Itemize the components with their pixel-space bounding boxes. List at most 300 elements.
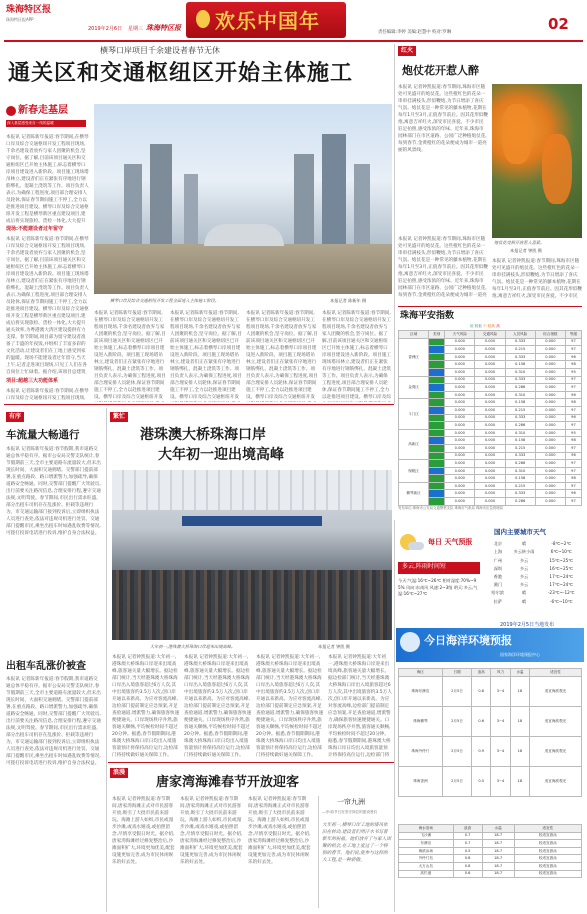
city-cell: 多云 (519, 574, 529, 579)
article3-headline-1: 港珠澳大桥珠海口岸 (140, 427, 266, 443)
table-cell: 0.333 (505, 490, 535, 498)
poem-box (318, 796, 392, 908)
table-header-cell: 人员风险 (505, 331, 535, 339)
city-cell: 多云 (519, 582, 529, 588)
city-cell: 澳门 (493, 582, 503, 588)
water-row (399, 870, 582, 878)
table-cell: 98 (565, 437, 581, 445)
region-cell: 金湾区 (399, 376, 429, 399)
city-cell: 北京 (493, 541, 503, 547)
city-cell: 17℃~24℃ (549, 574, 573, 579)
region-cell: 斗门区 (399, 399, 429, 429)
sidebar1-body-1: 本报讯 记者钟凯报道:春节期间,珠海市区随处可见盛开的炮仗花。这些橙红色的花朵一串串挂满枝头,形似鞭炮,为节日增添了喜庆气氛。炮仗花是一种常见的藤本植物,花期在每年1月至3月,正值春节前后。因其花形似鞭炮,寓意吉祥红火,深受市民喜爱。不少市民驻足拍照,感受浓浓的年味。近年来,珠海市园林部门在市区道路、公园广泛种植炮仗花,每到春节,金黄橙红的花朵便成为城市一道亮丽的风景线。 (398, 85, 488, 153)
level-dot (429, 490, 445, 498)
table-cell: 0.000 (445, 361, 475, 369)
water-cell: 0.8 (453, 855, 482, 863)
table-cell: 0.000 (535, 482, 565, 490)
water-header-cell: 海水浴场 (399, 825, 454, 833)
sea-header-cell: 海区 (399, 669, 443, 677)
water-table (398, 824, 582, 878)
section-rule (4, 404, 394, 405)
sidebar1-photo (492, 84, 582, 238)
table-cell: 0.000 (535, 452, 565, 460)
table-header-cell: 类别 (429, 331, 445, 339)
article4-body-1: 本报讯 记者钟凯报道:春节期间,唐家湾海滩正式对市民游客开放,吸引了大批市民前来游玩。海滩上游人如织,市民或漫步沙滩,或戏水嬉戏,或拍照留念,尽情享受假日时光。据介绍,唐家湾海滩经过修复整治后,沙滩面积扩大,环境更加优美,配套设施更加完善,成为市民休闲娱乐的好去处。 (112, 797, 175, 865)
sidebar1-photo-caption: 炮仗花竞相开放惹人喜爱。 (494, 240, 545, 245)
level-dot (429, 399, 445, 407)
legend-item: 中 (483, 324, 487, 328)
water-cell: 较适宜游泳 (514, 870, 581, 878)
table-cell: 0.215 (505, 346, 535, 354)
article3-tag: 繁忙 (110, 412, 128, 422)
legend-item: 较低 (474, 324, 482, 328)
table-header-cell: 天气风险 (445, 331, 475, 339)
table-cell: 0.158 (505, 361, 535, 369)
lantern-icon (196, 10, 210, 28)
table-cell: 0.000 (445, 346, 475, 354)
city-cell: 深圳 (493, 565, 503, 571)
table-cell: 0.000 (535, 391, 565, 399)
article4-body-3: 本报讯 记者钟凯报道:春节期间,唐家湾海滩正式对市民游客开放,吸引了大批市民前来游玩。海滩上游人如织,市民或漫步沙滩,或戏水嬉戏,或拍照留念,尽情享受假日时光。据介绍,唐家湾海滩经过修复整治后,沙滩面积扩大,环境更加优美,配套设施更加完善,成为市民休闲娱乐的好去处。 (248, 797, 311, 865)
table-cell: 0.000 (445, 498, 475, 506)
water-row (399, 840, 582, 848)
sea-header-cell: 风力 (491, 669, 511, 677)
level-dot (429, 437, 445, 445)
cities-title: 国内主要城市天气 (494, 528, 546, 536)
table-cell: 0.000 (535, 475, 565, 483)
city-cell: -6℃~10℃ (549, 598, 573, 604)
lead-section-head-2: 项目:超越三大功能体系 (6, 378, 59, 384)
city-cell: 6℃~10℃ (550, 549, 572, 555)
table-note: 发布单位:珠海市公安局交通警察支队 珠海市气象局 珠海市应急管理局 (398, 506, 504, 510)
city-row (488, 565, 582, 573)
photo-flowers (502, 104, 532, 164)
lead-body-col-5: 本报讯 记者陈新年报道:春节期间,在横琴口岸及综合交通枢纽开发工程项目现场,千余名建设者放弃与家人团聚的机会,坚守岗位。据了解,目前该项目通关区和交通枢纽区已开始主体施工,标志着横琴口岸项目建设进入新阶段。项目施工现场塔吊林立,建设者们正在紧张有序地进行钢筋绑扎、混凝土浇筑等工作。项目负责人表示,为确保工程进度,项目部合理安排人员轮休,保证春节期间施工不停工,全力以赴推进项目建设。横琴口岸及综 (322, 311, 391, 400)
lead-section-head-1: 现场:不能建设者过年留守 (6, 226, 64, 232)
table-cell: 0.310 (505, 368, 535, 376)
water-header-cell: 适宜性 (514, 825, 581, 833)
lead-headline: 通关区和交通枢纽区开始主体施工 (8, 61, 354, 86)
table-cell: 0.000 (475, 338, 505, 346)
water-cell: 较适宜游泳 (514, 855, 581, 863)
table-cell: 0.000 (475, 475, 505, 483)
table-header-cell: 综合指数 (535, 331, 565, 339)
water-cell: 高栏港 (399, 870, 454, 878)
section-rule (108, 762, 394, 763)
sea-cell: 珠海横琴 (399, 706, 443, 736)
table-cell: 98 (565, 399, 581, 407)
photo-flowers (542, 134, 572, 204)
sea-header-cell: 日期 (442, 669, 471, 677)
table-cell: 0.333 (505, 414, 535, 422)
table-cell: 0.000 (445, 467, 475, 475)
table-row (399, 429, 582, 437)
city-cell: 晴 (521, 590, 527, 596)
city-cell: 16℃~25℃ (549, 565, 573, 571)
sea-cell: 2月5日 (442, 736, 471, 766)
table-cell: 98 (565, 475, 581, 483)
city-row (488, 581, 582, 589)
issue-date: 2019年2月6日 (88, 26, 123, 32)
water-cell: 18.7 (482, 840, 514, 848)
table-cell: 96 (565, 391, 581, 399)
weather-brand-text: 每日 天气预报 (428, 538, 473, 546)
level-dot (429, 361, 445, 369)
sea-cell: 3~4 (491, 736, 511, 766)
table-cell: 0.000 (535, 414, 565, 422)
table-cell: 0.000 (475, 376, 505, 384)
table-cell: 0.000 (535, 376, 565, 384)
table-cell: 0.310 (505, 429, 535, 437)
water-cell: 0.5 (453, 847, 482, 855)
sea-header-cell: 水温 (510, 669, 529, 677)
table-cell: 97 (565, 384, 581, 392)
water-cell: 较适宜游泳 (514, 832, 581, 840)
photo-building (294, 154, 314, 254)
table-cell: 0.000 (475, 361, 505, 369)
level-dot (429, 422, 445, 430)
sea-cell: 0.8 (472, 676, 491, 706)
level-dot (429, 460, 445, 468)
table-cell: 0.000 (535, 338, 565, 346)
table-cell: 95 (565, 368, 581, 376)
water-cell: 较适宜游泳 (514, 847, 581, 855)
article2-body-2: 本报讯 记者陈新年报道:春节假期,我市道路交通总体平稳有序。据市公安局交警支队统计,春节假期前三天,全市主要道路车流量较大,但未出现长时间、大面积交通拥堵。交警部门提前部署,在重点路段、路口增派警力,加强疏导,确保道路安全畅通。同时,交警部门提醒广大驾驶员,出行前要关注路况信息,合理安排行程,遵守交通法规,文明驾驶。春节期间,市民出行需求旺盛,部分出租车司机存在乱涨价、拒载等违规行为。市交通运输部门接到投诉后,立即组织执法人员进行查处,依法对违规司机进行处罚。交通部门提醒市民,乘坐出租车时如遇乱收费等情况,可拨打投诉电话进行投诉,维护自身合法权益。 (6, 677, 101, 766)
sea-cell: 适宜海滨观光 (529, 736, 581, 766)
sidebar1-body-3: 本报讯 记者钟凯报道:春节期间,珠海市区随处可见盛开的炮仗花。这些橙红色的花朵一串串挂满枝头,形似鞭炮,为节日增添了喜庆气氛。炮仗花是一种常见的藤本植物,花期在每年1月至3月,正值春节前后。因其花形似鞭炮,寓意吉祥红火,深受市民喜爱。不少市民 (492, 259, 582, 298)
index-table (398, 330, 582, 506)
sea-cell: 18 (510, 676, 529, 706)
level-dot (429, 368, 445, 376)
sidebar1-headline: 炮仗花开惹人醉 (402, 64, 479, 77)
table-cell: 96 (565, 452, 581, 460)
water-row (399, 832, 582, 840)
ocean-brand: 今日海洋环境预报 (424, 634, 512, 647)
table-cell: 0.000 (535, 399, 565, 407)
table-cell: 0.286 (505, 422, 535, 430)
table-cell: 96 (565, 353, 581, 361)
water-cell: 0.7 (453, 832, 482, 840)
photo-building (322, 134, 346, 254)
table-cell: 0.000 (535, 429, 565, 437)
level-dot (429, 376, 445, 384)
level-dot (429, 346, 445, 354)
table-cell: 0.286 (505, 384, 535, 392)
level-dot (429, 429, 445, 437)
today-detail: 今天:气温:16℃~26℃ 相对湿度:70%~95% 风向:东南风 风速:2~3级 明天:多云,气温:16℃~27℃ (398, 578, 478, 596)
article3-body-2: 本报讯 记者钟凯报道:大年初一,港珠澳大桥珠海口岸迎来出境高峰,旅客通关量大幅增长。据边检部门统计,当天经港珠澳大桥珠海口岸出入境旅客超过6万人次,其中出境旅客约3.5万人次,创口岸开通以来新高。为应对客流高峰,边检部门提前制定应急预案,开足查验通道,增派警力,确保旅客快速便捷通关。口岸现场秩序井然,旅客通关顺畅,平均候检时间不超过20分钟。据悉,春节假期期间,港珠澳大桥珠海口岸日均出入境旅客量预计将保持高位运行,边检部门将持续做好通关保障工作。 (184, 655, 252, 758)
table-cell: 0.000 (475, 384, 505, 392)
table-cell: 0.215 (505, 444, 535, 452)
table-cell: 0.000 (475, 414, 505, 422)
table-cell: 97 (565, 444, 581, 452)
table-cell: 0.000 (475, 460, 505, 468)
article4-body-2: 本报讯 记者钟凯报道:春节期间,唐家湾海滩正式对市民游客开放,吸引了大批市民前来游玩。海滩上游人如织,市民或漫步沙滩,或戏水嬉戏,或拍照留念,尽情享受假日时光。据介绍,唐家湾海滩经过修复整治后,沙滩面积扩大,环境更加优美,配套设施更加完善,成为市民休闲娱乐的好去处。 (180, 797, 243, 865)
lead-body-col-4: 本报讯 记者陈新年报道:春节期间,在横琴口岸及综合交通枢纽开发工程项目现场,千余名建设者放弃与家人团聚的机会,坚守岗位。据了解,目前该项目通关区和交通枢纽区已开始主体施工,标志着横琴口岸项目建设进入新阶段。项目施工现场塔吊林立,建设者们正在紧张有序地进行钢筋绑扎、混凝土浇筑等工作。项目负责人表示,为确保工程进度,项目部合理安排人员轮休,保证春节期间施工不停工,全力以赴推进项目建设。横琴口岸及综合交通枢纽开发 (246, 311, 318, 400)
table-cell: 0.000 (475, 391, 505, 399)
sea-table-grid (398, 668, 582, 797)
table-cell: 0.000 (445, 338, 475, 346)
poem-title: 一帘九洲 (337, 798, 365, 806)
water-row (399, 862, 582, 870)
table-cell: 0.000 (445, 406, 475, 414)
table-header-cell: 等级 (565, 331, 581, 339)
article3-photo (112, 470, 392, 640)
badge-icon (6, 106, 16, 116)
paper-logo: 珠海特区报 (6, 5, 52, 15)
sea-row (399, 766, 582, 796)
sea-cell: 2月5日 (442, 706, 471, 736)
sidebar1-photo-credit: 本报记者 钟凯 摄 (510, 248, 542, 253)
sea-cell: 珠海东澳岛 (399, 676, 443, 706)
legend-item: 低 (470, 324, 474, 328)
table-cell: 0.158 (505, 437, 535, 445)
level-dot (429, 475, 445, 483)
masthead-rule (4, 40, 583, 42)
table-cell: 0.000 (535, 384, 565, 392)
page-number: 02 (548, 15, 569, 33)
table-cell: 95 (565, 429, 581, 437)
city-cell: -8℃~2℃ (551, 541, 572, 547)
water-cell: 海滨泳场 (399, 847, 454, 855)
table-row (399, 399, 582, 407)
article3-photo-caption: 大年初一,港珠澳大桥珠海口岸迎来出境高峰。 (150, 644, 236, 649)
city-cell: 上海 (493, 549, 503, 555)
poem-text: 大年初一,横琴口岸工地的塔吊依旧在转动,建设者们用汗水书写着新年的祝福。他们放弃了与家人团聚的机会,在工地上度过了一个特别的春节。他们说,能参与这样的大工程,是一种骄傲。 (322, 823, 391, 863)
lead-body-left: 本报讯 记者陈新年报道:春节期间,在横琴口岸及综合交通枢纽开发工程项目现场,千余名建设者放弃与家人团聚的机会,坚守岗位。据了解,目前该项目通关区和交通枢纽区已开始主体施工,标志着横琴口岸项目建设进入新阶段。项目施工现场塔吊林立,建设者们正在紧张有序地进行钢筋绑扎、混凝土浇筑等工作。项目负责人表示,为确保工程进度,项目部合理安排人员轮休,保证春节期间施工不停工,全力以赴推进项目建设。横琴口岸及综合交通枢纽开发工程是横琴新区重点建设项目,建成后将实现旅检、货检一体化,大大提升 (6, 135, 89, 224)
region-cell: 香洲区 (399, 338, 429, 376)
sea-cell: 0.9 (472, 736, 491, 766)
column-divider (106, 408, 107, 912)
table-cell: 0.000 (535, 444, 565, 452)
today-text: 多云,阵雨时间短 (402, 563, 446, 570)
level-dot (429, 498, 445, 506)
sea-cell: 珠海香洲 (399, 766, 443, 796)
city-row (488, 540, 582, 548)
water-cell: 18.7 (482, 870, 514, 878)
table-cell: 0.000 (475, 429, 505, 437)
table-cell: 97 (565, 406, 581, 414)
region-cell: 高新区 (399, 429, 429, 459)
app-label: 珠海特区报APP (6, 17, 34, 22)
level-dot (429, 384, 445, 392)
photo-roof (204, 224, 284, 246)
sea-cell: 18 (510, 736, 529, 766)
table-cell: 0.000 (475, 422, 505, 430)
city-cell: 17℃~24℃ (549, 582, 573, 588)
level-dot (429, 338, 445, 346)
city-row (488, 548, 582, 556)
sea-cell: 2月5日 (442, 676, 471, 706)
table-cell: 0.000 (445, 482, 475, 490)
table-cell: 0.000 (535, 406, 565, 414)
photo-building (124, 164, 142, 254)
table-cell: 0.000 (475, 399, 505, 407)
table-cell: 0.000 (445, 414, 475, 422)
city-cell: 多云 (519, 557, 529, 563)
sidebar1-body-2: 本报讯 记者钟凯报道:春节期间,珠海市区随处可见盛开的炮仗花。这些橙红色的花朵一串串挂满枝头,形似鞭炮,为节日增添了喜庆气氛。炮仗花是一种常见的藤本植物,花期在每年1月至3月,正值春节前后。因其花形似鞭炮,寓意吉祥红火,深受市民喜爱。不少市民驻足拍照,感受浓浓的年味。近年来,珠海市园林部门在市区道路、公园广泛种植炮仗花,每到春节,金黄橙红的花朵便成为城市一道亮 (398, 237, 488, 298)
article3-body-4: 本报讯 记者钟凯报道:大年初一,港珠澳大桥珠海口岸迎来出境高峰,旅客通关量大幅增长。据边检部门统计,当天经港珠澳大桥珠海口岸出入境旅客超过6万人次,其中出境旅客约3.5万人次,创口岸开通以来新高。为应对客流高峰,边检部门提前制定应急预案,开足查验通道,增派警力,确保旅客快速便捷通关。口岸现场秩序井然,旅客通关顺畅,平均候检时间不超过20分钟。据悉,春节假期期间,港珠澳大桥珠海口岸日均出入境旅客量预计将保持高位运行,边检部门将 (328, 655, 392, 758)
table-cell: 0.000 (475, 444, 505, 452)
table-cell: 0.000 (535, 361, 565, 369)
table-cell: 0.000 (445, 353, 475, 361)
table-cell: 0.000 (535, 490, 565, 498)
level-dot (429, 444, 445, 452)
city-cell: 晴 (521, 598, 527, 604)
sidebar1-tag: 红火 (398, 46, 416, 56)
table-cell: 97 (565, 376, 581, 384)
sea-cell: 适宜海滨观光 (529, 706, 581, 736)
water-cell: 外伶仃岛 (399, 855, 454, 863)
table-cell: 0.000 (445, 490, 475, 498)
water-cell: 0.8 (453, 862, 482, 870)
table-cell: 96 (565, 414, 581, 422)
table-cell: 0.000 (535, 353, 565, 361)
water-cell: 18.7 (482, 832, 514, 840)
table-header-cell: 交通风险 (475, 331, 505, 339)
legend-item: 高 (496, 324, 500, 328)
article3-body-3: 本报讯 记者钟凯报道:大年初一,港珠澳大桥珠海口岸迎来出境高峰,旅客通关量大幅增长。据边检部门统计,当天经港珠澳大桥珠海口岸出入境旅客超过6万人次,其中出境旅客约3.5万人次,创口岸开通以来新高。为应对客流高峰,边检部门提前制定应急预案,开足查验通道,增派警力,确保旅客快速便捷通关。口岸现场秩序井然,旅客通关顺畅,平均候检时间不超过20分钟。据悉,春节假期期间,港珠澳大桥珠海口岸日均出入境旅客量预计将保持高位运行,边检部门将持续做好通关保障工作。 (256, 655, 324, 758)
table-cell: 0.000 (535, 368, 565, 376)
table-cell: 0.000 (445, 422, 475, 430)
water-header-cell: 水温 (482, 825, 514, 833)
table-cell: 97 (565, 346, 581, 354)
article3-photo-credit: 本报记者 钟凯 摄 (318, 644, 350, 649)
region-cell: 保税区 (399, 460, 429, 483)
water-table-grid (398, 824, 582, 878)
photo-sign (182, 516, 322, 526)
table-cell: 0.286 (505, 460, 535, 468)
article3-headline-2: 大年初一迎出境高峰 (158, 447, 284, 463)
table-cell: 0.000 (475, 368, 505, 376)
level-dot (429, 353, 445, 361)
level-dot (429, 391, 445, 399)
region-cell: 横琴新区 (399, 482, 429, 505)
table-cell: 97 (565, 338, 581, 346)
index-table-grid (398, 330, 582, 506)
banner-title: 欢乐中国年 (215, 9, 320, 33)
table-cell: 0.158 (505, 475, 535, 483)
city-row (488, 589, 582, 597)
level-dot (429, 452, 445, 460)
level-dot (429, 414, 445, 422)
weather-brand (398, 528, 498, 562)
table-cell: 0.000 (535, 460, 565, 468)
city-row (488, 556, 582, 564)
editor-line: 责任编辑:李婷 美编:赵慧中 校对:罗琳 (378, 30, 452, 35)
level-dot (429, 467, 445, 475)
water-row (399, 847, 582, 855)
paper-name: 珠海特区报 (146, 24, 181, 32)
ocean-date: 2019年2月5日当地发布 (500, 622, 555, 628)
city-cell: 广州 (493, 557, 503, 563)
table-cell: 0.000 (535, 498, 565, 506)
city-cell: 拉萨 (493, 598, 503, 604)
table-row (399, 338, 582, 346)
ocean-org: 国家海洋环境预报中心 (500, 652, 540, 657)
table-cell: 97 (565, 460, 581, 468)
article4-headline: 唐家湾海滩春节开放迎客 (156, 775, 300, 790)
table-cell: 0.000 (535, 437, 565, 445)
table-cell: 0.000 (535, 346, 565, 354)
lead-body-col-2: 本报讯 记者陈新年报道:春节期间,在横琴口岸及综合交通枢纽开发工程项目现场,千余名建设者放弃与家人团聚的机会,坚守岗位。据了解,目前该项目通关区和交通枢纽区已开始主体施工,标志着横琴口岸项目建设进入新阶段。项目施工现场塔吊林立,建设者们正在紧张有序地进行钢筋绑扎、混凝土浇筑等工作。项目负责人表示,为确保工程进度,项目部合理安排人员轮休,保证春节期间施工不停工,全力以赴推进项目建设。横琴口岸及综合交通枢纽开发 (94, 311, 166, 400)
sea-cell: 3~4 (491, 766, 511, 796)
issue-weekday: 星期三 (128, 26, 144, 32)
city-table (488, 540, 582, 606)
legend-item: 较高 (487, 324, 496, 328)
city-cell: 香港 (493, 574, 503, 579)
table-cell: 0.000 (445, 475, 475, 483)
badge-title: 新春走基层 (18, 105, 68, 116)
table-cell: 0.000 (445, 384, 475, 392)
table-cell: 98 (565, 361, 581, 369)
table-cell: 0.000 (475, 467, 505, 475)
table-cell: 0.310 (505, 391, 535, 399)
poem-author: —序:给节日在坚守岗位的建设者们 (322, 810, 378, 814)
table-title: 珠海平安指数 (400, 311, 455, 321)
water-cell: 0.6 (453, 870, 482, 878)
sea-table (398, 668, 582, 797)
table-cell: 0.000 (445, 460, 475, 468)
table-rule (398, 306, 582, 307)
sea-cell: 2月5日 (442, 766, 471, 796)
table-cell: 0.000 (475, 490, 505, 498)
cloud-icon (408, 542, 424, 550)
table-cell: 97 (565, 498, 581, 506)
table-legend (470, 324, 500, 329)
water-cell: 18.7 (482, 847, 514, 855)
lead-photo (94, 104, 392, 294)
table-cell: 0.000 (475, 353, 505, 361)
level-dot (429, 482, 445, 490)
sea-cell: 珠海外伶仃 (399, 736, 443, 766)
level-dot (429, 406, 445, 414)
table-cell: 0.000 (475, 452, 505, 460)
lead-photo-credit: 本报记者 陈新年 摄 (330, 298, 367, 303)
sea-cell: 18 (510, 706, 529, 736)
sea-cell: 0.5 (472, 766, 491, 796)
table-cell: 0.000 (475, 346, 505, 354)
water-cell: 较适宜游泳 (514, 840, 581, 848)
sea-cell: 适宜海滨观光 (529, 676, 581, 706)
lead-body-left-2: 本报讯 记者陈新年报道:春节期间,在横琴口岸及综合交通枢纽开发工程项目现场,千余名建设者放弃与家人团聚的机会,坚守岗位。据了解,目前该项目通关区和交通枢纽区已开始主体施工,标志着横琴口岸项目建设进入新阶段。项目施工现场塔吊林立,建设者们正在紧张有序地进行钢筋绑扎、混凝土浇筑等工作。项目负责人表示,为确保工程进度,项目部合理安排人员轮休,保证春节期间施工不停工,全力以赴推进项目建设。横琴口岸及综合交通枢纽开发工程是横琴新区重点建设项目,建成后将实现旅检、货检一体化,大大提升通关效率,为粤港澳大湾区建设提供有力支撑。春节期间,项目部为留守建设者准备了丰盛的年夜饭,并组织了丰富多彩的文化活动,让建设者们在工地上感受到家的温暖。现场不能建设者过年留守,当天上午,记者走进项目现场,只见工人们在各自岗位上忙碌着。据介绍,该项目总建筑 (6, 237, 89, 375)
masthead (0, 0, 587, 40)
sea-header-cell: 适宜性 (529, 669, 581, 677)
water-row (399, 855, 582, 863)
table-cell: 0.000 (445, 444, 475, 452)
table-header-cell: 区域 (399, 331, 429, 339)
photo-building (150, 144, 172, 254)
table-cell: 0.000 (445, 437, 475, 445)
table-cell: 0.215 (505, 406, 535, 414)
water-cell: 18.7 (482, 862, 514, 870)
sea-cell: 适宜海滨观光 (529, 766, 581, 796)
table-cell: 0.215 (505, 482, 535, 490)
table-cell: 0.333 (505, 338, 535, 346)
table-cell: 0.310 (505, 467, 535, 475)
table-cell: 0.000 (475, 437, 505, 445)
sea-cell: 3~4 (491, 706, 511, 736)
water-cell: 较适宜游泳 (514, 862, 581, 870)
city-cell: 多云转小雨 (513, 549, 535, 555)
sea-row (399, 736, 582, 766)
water-cell: 大万山岛 (399, 862, 454, 870)
table-cell: 0.000 (445, 391, 475, 399)
photo-crowd (112, 570, 392, 640)
table-cell: 97 (565, 467, 581, 475)
lead-photo-caption: 横琴口岸及综合交通枢纽开发工程全面进入主体施工阶段。 (110, 298, 219, 303)
table-cell: 96 (565, 490, 581, 498)
